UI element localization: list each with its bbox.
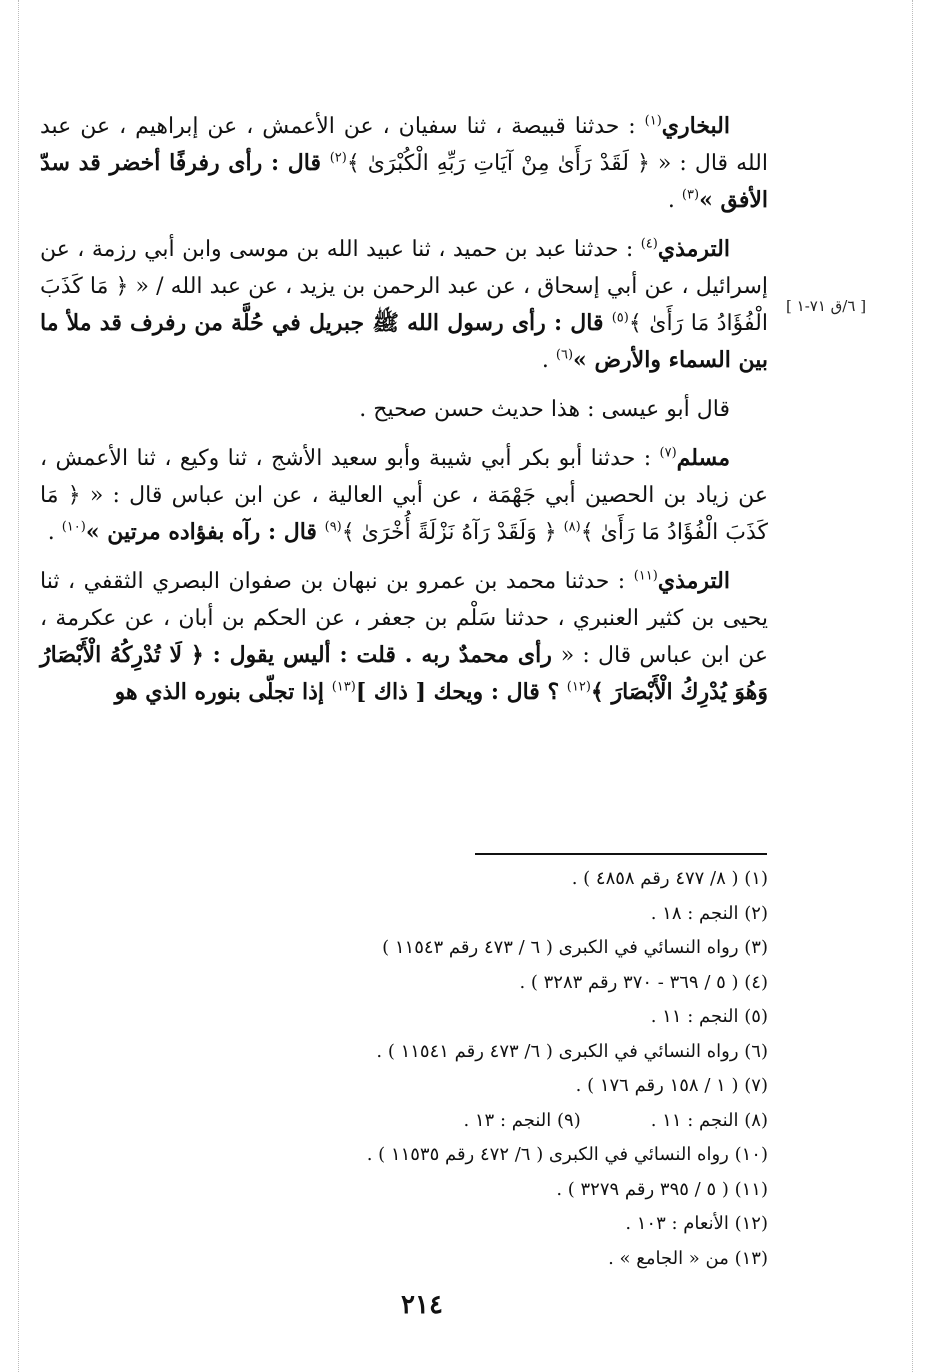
sentence-end: . xyxy=(667,188,682,213)
footnote-ref: (٢) xyxy=(329,150,347,166)
footnote-ref: (١) xyxy=(644,113,662,129)
sentence-end: . xyxy=(541,348,556,373)
footnote-item: (١٠) رواه النسائي في الكبرى ( ٦/ ٤٧٢ رقم ١١٥٣٥ ) . xyxy=(366,1144,768,1165)
hadith-matn-tail: إذا تجلّى بنوره الذي هو xyxy=(114,679,332,705)
hadith-tirmidhi-1 xyxy=(40,231,768,379)
footnote-item: (٦) رواه النسائي في الكبرى ( ٦/ ٤٧٣ رقم ١١٥٤١ ) . xyxy=(376,1040,768,1062)
footnote-row xyxy=(260,1104,768,1139)
hadith-matn-continued: ؟ قال : ويحك [ ذاك ] xyxy=(355,679,567,705)
hadith-text: : حدثنا أبو بكر أبي شيبة وأبو سعيد الأشج ، ثنا وكيع ، ثنا الأعمش ، عن زياد بن الحصين أبي جَهْمَة ، عن أبي العالية ، عن ابن عباس قال : « ﴿ مَا كَذَبَ الْفُؤَادُ مَا رَأَىٰ ﴾ xyxy=(40,446,768,545)
footnote-item: (٥) النجم : ١١ . xyxy=(650,1006,768,1027)
hadith-text: : حدثنا محمد بن عمرو بن نبهان بن صفوان البصري الثقفي ، ثنا يحيى بن كثير العنبري ، حدثنا سَلْم بن جعفر ، عن الحكم بن أبان ، عن عكرمة ، عن ابن عباس قال : « xyxy=(40,569,768,668)
footnote-item: (١١) ( ٥ / ٣٩٥ رقم ٣٢٧٩ ) . xyxy=(556,1178,768,1200)
footnote-ref: (١٠) xyxy=(61,519,86,535)
main-text xyxy=(40,108,768,723)
footnote-item: (١٢) الأنعام : ١٠٣ . xyxy=(625,1213,768,1234)
footnote-ref: (١٢) xyxy=(566,679,591,695)
footnote-ref: (٨) xyxy=(563,519,581,535)
hadith-matn: قال : رآه بفؤاده مرتين » xyxy=(85,519,325,545)
footnote-ref: (٩) xyxy=(324,519,342,535)
hadith-muslim xyxy=(40,440,768,551)
source-name: الترمذي xyxy=(657,568,730,594)
footnote-ref: (٥) xyxy=(611,310,629,326)
footnote-ref: (٣) xyxy=(681,187,700,203)
page-number: ٢١٤ xyxy=(401,1290,443,1320)
margin-manuscript-note: [ ٦/ق ٧١-١ ] xyxy=(786,297,867,315)
footnote-ref: (١٣) xyxy=(331,679,356,695)
footnote-item: (٨) النجم : ١١ . xyxy=(650,1109,768,1131)
hadith-matn: قال : رأى رسول الله ﷺ جبريل في حُلَّة من رفرف قد ملأ ما بين السماء والأرض » xyxy=(40,310,768,373)
source-name: الترمذي xyxy=(657,236,730,262)
page-edge-left xyxy=(18,0,19,1372)
footnote-item: (٢) النجم : ١٨ . xyxy=(650,902,768,924)
page-edge-right xyxy=(912,0,913,1372)
footnote-item: (٤) ( ٥ / ٣٦٩ - ٣٧٠ رقم ٣٢٨٣ ) . xyxy=(519,971,768,993)
hadith-matn: رأى محمدٌ ربه . قلت : أليس يقول : ﴿ لَا تُدْرِكُهُ الْأَبْصَارُ وَهُوَ يُدْرِكُ الْأَبْصَارَ ﴾ xyxy=(40,642,768,705)
hadith-text: : حدثنا عبد بن حميد ، ثنا عبيد الله بن موسى وابن أبي رزمة ، عن إسرائيل ، عن أبي إسحاق ، عن عبد الرحمن بن يزيد ، عن عبد الله / « ﴿ مَا كَذَبَ الْفُؤَادُ مَا رَأَىٰ ﴾ xyxy=(40,237,768,336)
source-name: البخاري xyxy=(661,113,730,139)
hadith-bukhari xyxy=(40,108,768,219)
sentence-end: . xyxy=(47,520,62,545)
footnote-separator xyxy=(475,853,767,855)
hadith-matn: قال : رأى رفرفًا أخضر قد سدّ الأفق » xyxy=(40,150,768,213)
footnote-item: (٣) رواه النسائي في الكبرى ( ٦ / ٤٧٣ رقم ١١٥٤٣ ) xyxy=(382,937,768,958)
hadith-tirmidhi-2 xyxy=(40,563,768,711)
footnote-item: (١٣) من « الجامع » . xyxy=(608,1247,768,1269)
footnotes xyxy=(260,862,768,1276)
footnote-item: (١) ( ٨/ ٤٧٧ رقم ٤٨٥٨ ) . xyxy=(571,868,768,889)
hadith-text: : حدثنا قبيصة ، ثنا سفيان ، عن الأعمش ، عن إبراهيم ، عن عبد الله قال : « ﴿ لَقَدْ رَأَىٰ مِنْ آيَاتِ رَبِّهِ الْكُبْرَىٰ ﴾ xyxy=(40,114,769,176)
footnote-ref: (٦) xyxy=(555,347,574,363)
footnote-item: (٩) النجم : ١٣ . xyxy=(463,1109,581,1131)
footnote-ref: (١١) xyxy=(633,568,658,584)
footnote-item: (٧) ( ١ / ١٥٨ رقم ١٧٦ ) . xyxy=(575,1075,768,1096)
source-name: مسلم xyxy=(676,445,730,471)
grading-statement: قال أبو عيسى : هذا حديث حسن صحيح . xyxy=(359,397,730,422)
quran-verse: ﴿ وَلَقَدْ رَآهُ نَزْلَةً أُخْرَىٰ ﴾ xyxy=(341,520,564,545)
footnote-ref: (٧) xyxy=(659,445,677,461)
footnote-ref: (٤) xyxy=(640,236,658,252)
